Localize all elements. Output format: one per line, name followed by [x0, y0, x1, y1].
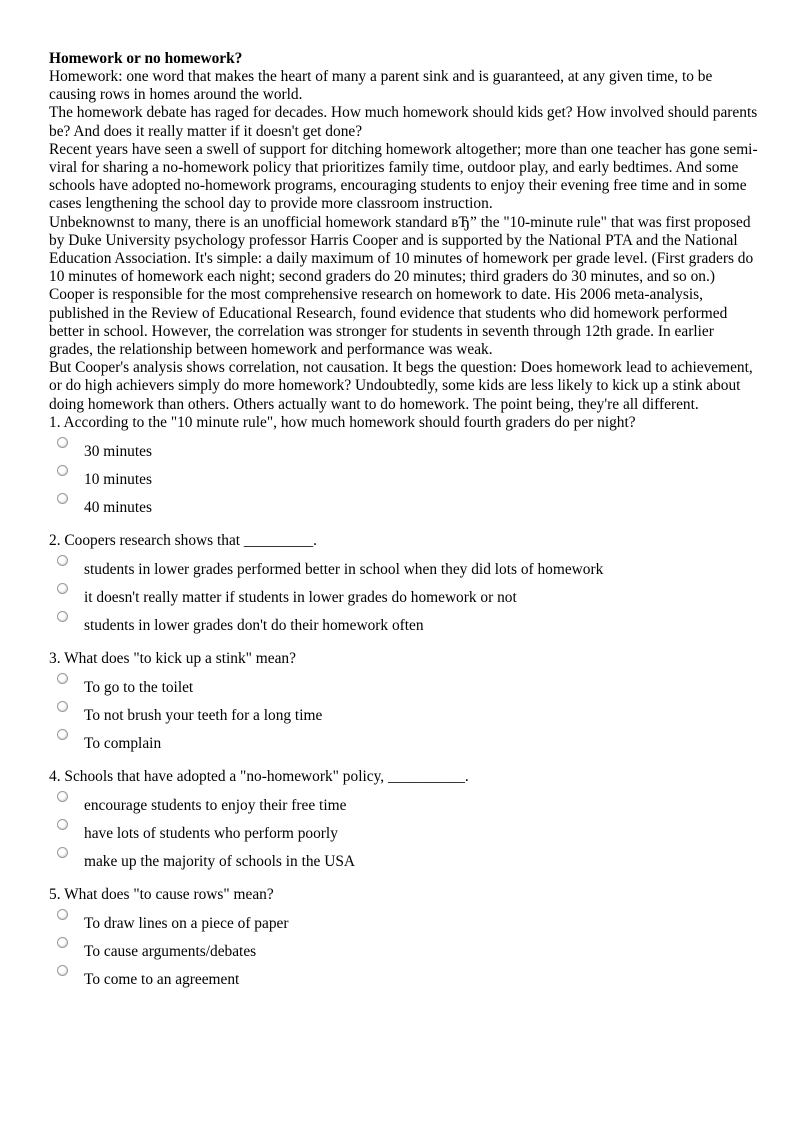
option-label: To go to the toilet — [84, 678, 194, 696]
worksheet — [49, 50, 761, 1004]
radio-button[interactable] — [57, 819, 68, 830]
answer-option[interactable] — [49, 608, 761, 636]
question-text: 1. According to the "10 minute rule", how much homework should fourth graders do per night? — [49, 413, 636, 431]
reading-passage — [49, 68, 761, 414]
question-2 — [49, 532, 761, 636]
answer-option[interactable] — [49, 490, 761, 518]
question-text: 4. Schools that have adopted a "no-homework" policy, __________. — [49, 767, 469, 785]
option-label: 30 minutes — [84, 442, 152, 460]
answer-options — [49, 906, 761, 990]
radio-button[interactable] — [57, 583, 68, 594]
answer-option[interactable] — [49, 934, 761, 962]
answer-option[interactable] — [49, 670, 761, 698]
radio-button[interactable] — [57, 555, 68, 566]
answer-option[interactable] — [49, 580, 761, 608]
passage-paragraph: The homework debate has raged for decades. How much homework should kids get? How involved should parents be? And does it really matter if it doesn't get done? — [49, 104, 758, 140]
radio-button[interactable] — [57, 909, 68, 920]
radio-button[interactable] — [57, 437, 68, 448]
question-3 — [49, 650, 761, 754]
page-title: Homework or no homework? — [49, 50, 243, 67]
answer-option[interactable] — [49, 434, 761, 462]
answer-options — [49, 552, 761, 636]
radio-button[interactable] — [57, 673, 68, 684]
radio-button[interactable] — [57, 611, 68, 622]
answer-option[interactable] — [49, 906, 761, 934]
passage-paragraph: But Cooper's analysis shows correlation, not causation. It begs the question: Does homework lead to achievement, or do high achievers simply do more homework? Undoubtedly, some kids are less likely to kick up a stink about doing homework than others. Others actually want to do homework. The point being, they're all different. — [49, 359, 753, 413]
answer-option[interactable] — [49, 962, 761, 990]
question-4 — [49, 768, 761, 872]
answer-option[interactable] — [49, 844, 761, 872]
answer-options — [49, 788, 761, 872]
option-label: have lots of students who perform poorly — [84, 824, 338, 842]
answer-options — [49, 434, 761, 518]
option-label: make up the majority of schools in the USA — [84, 852, 356, 870]
radio-button[interactable] — [57, 965, 68, 976]
option-label: it doesn't really matter if students in lower grades do homework or not — [84, 588, 517, 606]
passage-paragraph: Homework: one word that makes the heart of many a parent sink and is guaranteed, at any given time, to be causing rows in homes around the world. — [49, 68, 713, 104]
radio-button[interactable] — [57, 729, 68, 740]
answer-option[interactable] — [49, 462, 761, 490]
radio-button[interactable] — [57, 493, 68, 504]
answer-option[interactable] — [49, 816, 761, 844]
option-label: To not brush your teeth for a long time — [84, 706, 323, 724]
option-label: 10 minutes — [84, 470, 152, 488]
question-text: 2. Coopers research shows that _________. — [49, 531, 318, 549]
answer-option[interactable] — [49, 552, 761, 580]
radio-button[interactable] — [57, 791, 68, 802]
question-text: 3. What does "to kick up a stink" mean? — [49, 649, 296, 667]
radio-button[interactable] — [57, 937, 68, 948]
radio-button[interactable] — [57, 465, 68, 476]
question-5 — [49, 886, 761, 990]
question-text: 5. What does "to cause rows" mean? — [49, 885, 274, 903]
answer-options — [49, 670, 761, 754]
answer-option[interactable] — [49, 788, 761, 816]
passage-paragraph: Unbeknownst to many, there is an unofficial homework standard вЂ” the "10-minute rule" that was first proposed by Duke University psychology professor Harris Cooper and is supported by the National PTA and the National Education Association. It's simple: a daily maximum of 10 minutes of homework per grade level. (First graders do 10 minutes of homework each night; second graders do 20 minutes; third graders do 30 minutes, and so on.) — [49, 213, 754, 286]
question-1 — [49, 414, 761, 518]
option-label: students in lower grades don't do their homework often — [84, 616, 424, 634]
radio-button[interactable] — [57, 847, 68, 858]
passage-paragraph: Cooper is responsible for the most comprehensive research on homework to date. His 2006 meta-analysis, published in the Review of Educational Research, found evidence that students who did homework performed better in school. However, the correlation was stronger for students in seventh through 12th grade. In earlier grades, the relationship between homework and performance was weak. — [49, 286, 728, 359]
option-label: encourage students to enjoy their free time — [84, 796, 347, 814]
option-label: To draw lines on a piece of paper — [84, 914, 289, 932]
option-label: To cause arguments/debates — [84, 942, 257, 960]
passage-paragraph: Recent years have seen a swell of support for ditching homework altogether; more than one teacher has gone semi-viral for sharing a no-homework policy that prioritizes family time, outdoor play, and early bedtimes. And some schools have adopted no-homework programs, encouraging students to enjoy their evening free time and in some cases lengthening the school day to provide more classroom instruction. — [49, 140, 758, 213]
option-label: 40 minutes — [84, 498, 152, 516]
answer-option[interactable] — [49, 726, 761, 754]
option-label: To come to an agreement — [84, 970, 240, 988]
answer-option[interactable] — [49, 698, 761, 726]
radio-button[interactable] — [57, 701, 68, 712]
option-label: students in lower grades performed better in school when they did lots of homework — [84, 560, 604, 578]
option-label: To complain — [84, 734, 162, 752]
